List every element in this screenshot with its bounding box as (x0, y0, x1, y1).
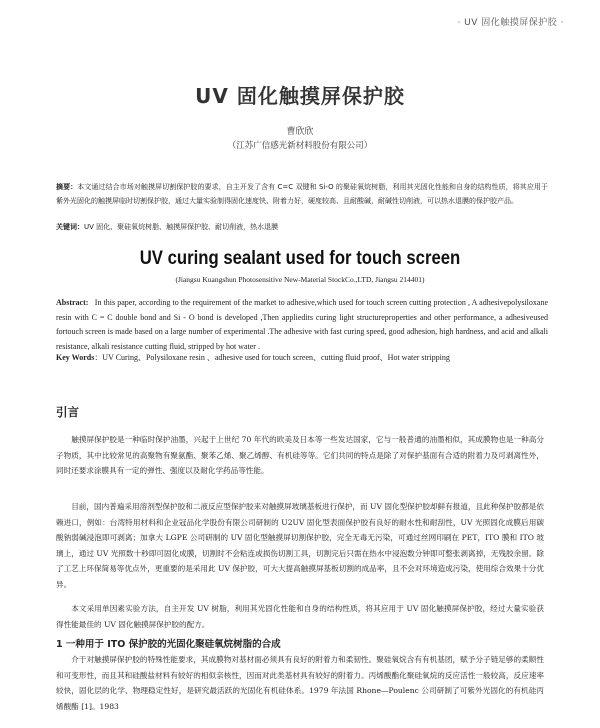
affiliation: （江苏广信感光新材料股份有限公司） (227, 141, 373, 151)
subsection-heading-1: 1 一种用于 ITO 保护胶的光固化聚硅氧烷树脂的合成 (56, 639, 281, 650)
abstract-cn-label: 摘要： (56, 183, 78, 191)
abstract-en-label: Abstract: (56, 298, 89, 307)
abstract-cn-text: 本文通过结合市场对触摸屏切割保护胶的要求，自主开发了含有 C=C 双键和 Si-O 的聚硅氧烷树脂，利用其光固化性能和自身的结构性质，将其应用于紫外光固化的触摸屏临时切割保护胶，通过大量实验制得固化速度快、附着力好，硬度较高、且耐酸碱，耐碱性切削液，可以热水退膜的保护胶产品。 (56, 183, 548, 205)
keywords-cn-text: UV 固化、聚硅氧烷树脂、触摸屏保护胶、耐切削液，热水退膜 (84, 223, 279, 231)
paragraph-1: 触摸屏保护胶是一种临时保护油墨，兴起于上世纪 70 年代的欧美及日本等一些发达国家，它与一般普通的油墨相似，其成膜物也是一种高分子物质，其中比较常见的高聚物有聚氨酯、聚苯乙烯、聚乙烯醇、有机硅等等。它们共同的特点是除了对保护基面有合适的附着力及可剥离性外，同时还要求涂膜具有一定的弹性、强度以及耐化学药品等性能。 (56, 435, 544, 475)
paragraph-2: 目前，国内普遍采用溶剂型保护胶和二液反应型保护胶来对触摸屏玻璃基板进行保护，而 UV 固化型保护胶却鲜有报道，且此种保护胶都是依赖进口，例如：台湾特用材料和企业冠品化学股份有限公司研制的 U2UV 固化型表面保护胶有良好的耐水性和耐刮性，UV 光照固化成膜后用碳酸钠弱碱浸泡即可剥离；加拿大 LGPE 公司研制的 UV 固化型触摸屏切割保护胶，完全无毒无污染，可通过丝网印刷在 PET，ITO 膜和 ITO 玻璃上，通过 UV 光照数十秒即可固化成膜，切割时不会粘连或损伤切割工具，切割完后只需在热水中浸泡数分钟即可整张剥离掉，无残胶余留。除了工艺上环保简易等优点外，更重要的是采用此 UV 保护胶，可大大提高触摸屏基板切割的成品率，且不会对环境造成污染，使用综合效果十分优异。 (56, 502, 544, 589)
abstract-en (56, 296, 548, 354)
abstract-cn (56, 181, 548, 208)
paper-title: UV 固化触摸屏保护胶 (195, 84, 405, 108)
english-title: UV curing sealant used for touch screen (139, 248, 461, 269)
paragraph-4: 介于对触摸屏保护胶的特殊性能要求，其成膜物对基材面必须具有良好的附着力和柔韧性。聚硅氧烷含有有机基团，赋予分子链足够的柔顺性和可变形性，而且其和硅酸盐材料有较好的相似亲核性，因而对此类基材具有较好的附着力。丙烯酸酯化聚硅氧烷的反应活性一般较高，反应速率较快，固化层的化学、物理稳定性好，是研究最活跃的光固化有机硅体系。1979 年法国 Rhone—Poulenc 公司研制了可紫外光固化的有机硅丙烯酸酯 [1]。1983 (56, 655, 544, 711)
keywords-cn-label: 关键词： (56, 223, 84, 231)
keywords-en-text: ：UV Curing、Polysiloxane resin 、adhesive used for touch screen、cutting fluid proof、Hot water stripping (94, 353, 450, 362)
keywords-en (56, 351, 548, 364)
abstract-en-text: In this paper, according to the requirement of the market to adhesive,which used for touch screen cutting protection , A adhesivepolysiloxane resin with C = C double bond and Si - O bond is developed ,Then appliedits curing light structureproperties and other performance, a adhesiveused fortouch screen is made based on a large number of experimental .The adhesive with fast curing speed, good adhesion, high hardness, and acid and alkali resistance, alkali resistance cutting fluid, stripped by hot water . (56, 298, 549, 351)
running-header: · UV 固化触摸屏保护胶 · (457, 18, 564, 28)
section-heading-introduction: 引言 (56, 405, 79, 419)
english-affiliation: (Jiangsu Kuangshun Photosensitive New-Material StockCo.,LTD, Jiangsu 214401) (175, 275, 425, 284)
paragraph-3: 本文采用单因素实验方法，自主开发 UV 树脂，利用其光固化性能和自身的结构性质，将其应用于 UV 固化触摸屏保护胶，经过大量实验获得性能最佳的 UV 固化触摸屏保护胶的配方。 (56, 604, 544, 629)
keywords-en-label: Key Words (56, 353, 95, 362)
author: 曹欣欣 (286, 127, 314, 137)
keywords-cn (56, 221, 548, 234)
